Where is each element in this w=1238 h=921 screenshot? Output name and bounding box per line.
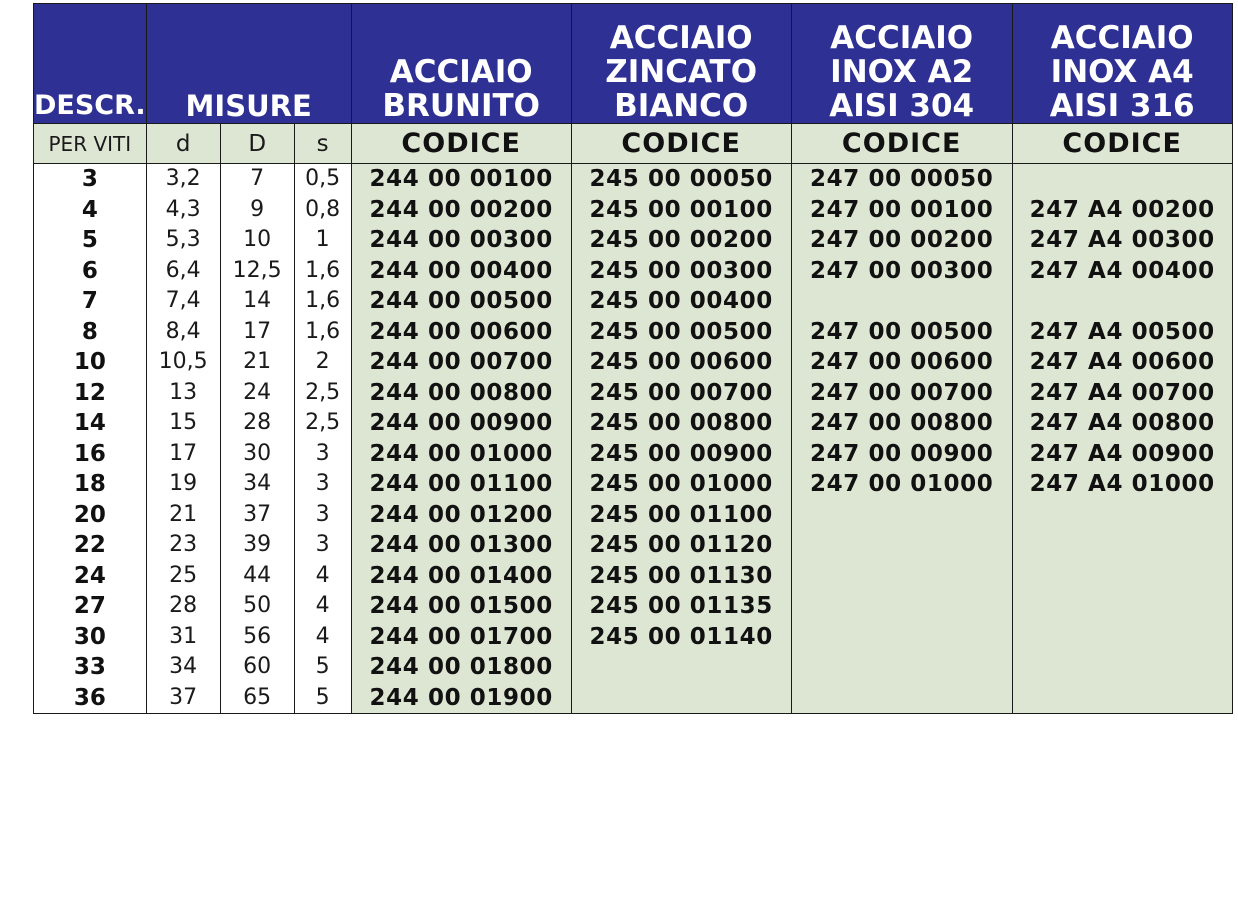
subheader-d: d (146, 124, 220, 164)
viti-cell: 22 (73, 532, 106, 558)
d-cell: 34 (169, 654, 198, 679)
brunito-cell: 244 00 01900 (369, 684, 553, 711)
subheader-codice: CODICE (791, 124, 1012, 164)
column-d (146, 164, 220, 714)
s-cell: 2 (315, 349, 330, 374)
viti-cell: 27 (73, 593, 106, 619)
brunito-cell: 244 00 00900 (369, 410, 553, 436)
D-cell: 44 (243, 562, 272, 588)
inox_a4-cell (1013, 530, 1232, 561)
inox_a2-cell (792, 652, 1012, 683)
subheader-codice: CODICE (571, 124, 791, 164)
inox_a4-cell (1013, 622, 1232, 653)
header-acciaio-brunito (351, 4, 571, 124)
inox_a4-cell: 247 A4 00900 (1029, 440, 1215, 467)
viti-cell: 7 (81, 288, 98, 314)
D-cell: 12,5 (232, 257, 282, 283)
zincato-cell: 245 00 00600 (589, 349, 773, 375)
brunito-cell: 244 00 01000 (369, 440, 553, 467)
header-acciaio-zincato (571, 4, 791, 124)
viti-cell: 4 (81, 196, 98, 223)
header-line: AISI 304 (829, 88, 975, 124)
header-acciaio-inox-a4 (1012, 4, 1232, 124)
s-cell: 4 (315, 593, 330, 618)
zincato-cell: 245 00 00900 (589, 440, 773, 467)
inox_a4-cell: 247 A4 00500 (1029, 318, 1215, 345)
header-line: INOX A4 (1050, 54, 1194, 90)
d-cell: 8,4 (165, 318, 201, 344)
zincato-cell: 245 00 00700 (589, 379, 773, 406)
header-row (34, 4, 1233, 124)
d-cell: 7,4 (165, 288, 201, 313)
inox_a2-cell: 247 00 00200 (810, 227, 994, 253)
inox_a2-cell: 247 00 00700 (810, 379, 994, 406)
s-cell: 4 (315, 562, 330, 588)
zincato-cell: 245 00 01130 (589, 562, 773, 589)
viti-cell: 8 (81, 318, 98, 345)
header-line: ACCIAIO (830, 20, 974, 56)
inox_a4-cell: 247 A4 00400 (1029, 257, 1215, 284)
d-cell: 5,3 (165, 227, 201, 252)
brunito-cell: 244 00 01700 (369, 623, 553, 650)
header-line: BRUNITO (382, 88, 540, 124)
inox_a4-cell (1013, 286, 1232, 317)
header-line: INOX A2 (830, 54, 974, 90)
s-cell: 3 (315, 471, 330, 496)
brunito-cell: 244 00 00500 (369, 288, 553, 314)
inox_a4-cell: 247 A4 01000 (1029, 471, 1215, 497)
inox_a4-cell (1013, 591, 1232, 622)
body-row (34, 164, 1233, 714)
inox_a2-cell: 247 00 00600 (810, 349, 994, 375)
zincato-cell: 245 00 01000 (589, 471, 773, 497)
D-cell: 10 (243, 227, 272, 252)
column-per-viti (34, 164, 147, 714)
d-cell: 3,2 (165, 166, 201, 191)
brunito-cell: 244 00 00600 (369, 318, 553, 345)
d-cell: 31 (169, 623, 198, 649)
viti-cell: 30 (73, 623, 106, 650)
viti-cell: 20 (73, 501, 106, 528)
d-cell: 4,3 (165, 196, 201, 222)
column-inox-a2-codes (791, 164, 1012, 714)
inox_a2-cell (792, 622, 1012, 653)
D-cell: 7 (250, 166, 265, 191)
inox_a2-cell (792, 286, 1012, 317)
D-cell: 37 (243, 501, 272, 527)
inox_a4-cell (1013, 561, 1232, 592)
brunito-cell: 244 00 01200 (369, 501, 553, 528)
d-cell: 25 (169, 562, 198, 588)
d-cell: 17 (169, 440, 198, 466)
s-cell: 5 (315, 654, 330, 679)
D-cell: 34 (243, 471, 272, 496)
d-cell: 23 (169, 532, 198, 557)
s-cell: 1,6 (305, 318, 341, 344)
zincato-cell: 245 00 01100 (589, 501, 773, 528)
s-cell: 1,6 (305, 257, 341, 283)
inox_a2-cell: 247 00 00100 (810, 196, 994, 223)
header-line: ACCIAIO (609, 20, 753, 56)
product-code-table (33, 3, 1233, 714)
s-cell: 5 (315, 684, 330, 710)
inox_a4-cell: 247 A4 00200 (1029, 196, 1215, 223)
zincato-cell: 245 00 01120 (589, 532, 773, 558)
zincato-cell: 245 00 00200 (589, 227, 773, 253)
subheader-D: D (220, 124, 294, 164)
d-cell: 15 (169, 410, 198, 435)
s-cell: 0,5 (305, 166, 341, 191)
header-line: ACCIAIO (389, 54, 533, 90)
inox_a2-cell: 247 00 00800 (810, 410, 994, 436)
header-line: ZINCATO (605, 54, 758, 90)
d-cell: 19 (169, 471, 198, 496)
inox_a4-cell: 247 A4 00800 (1029, 410, 1215, 436)
D-cell: 56 (243, 623, 272, 649)
column-inox-a4-codes (1012, 164, 1232, 714)
zincato-cell: 245 00 00500 (589, 318, 773, 345)
D-cell: 21 (243, 349, 272, 374)
subheader-per-viti: PER VITI (34, 124, 147, 164)
s-cell: 4 (315, 623, 330, 649)
d-cell: 21 (169, 501, 198, 527)
brunito-cell: 244 00 00800 (369, 379, 553, 406)
s-cell: 0,8 (305, 196, 341, 222)
brunito-cell: 244 00 01800 (369, 654, 553, 680)
header-line: BIANCO (614, 88, 749, 124)
d-cell: 28 (169, 593, 198, 618)
inox_a2-cell: 247 00 00050 (810, 166, 994, 192)
D-cell: 14 (243, 288, 272, 313)
zincato-cell (572, 683, 791, 714)
viti-cell: 6 (81, 257, 98, 284)
column-brunito-codes (351, 164, 571, 714)
brunito-cell: 244 00 00200 (369, 196, 553, 223)
inox_a4-cell (1013, 683, 1232, 714)
header-line: ACCIAIO (1050, 20, 1194, 56)
subheader-s: s (294, 124, 351, 164)
viti-cell: 16 (73, 440, 106, 467)
s-cell: 3 (315, 501, 330, 527)
d-cell: 37 (169, 684, 198, 710)
header-misure: MISURE (146, 4, 351, 124)
s-cell: 1 (315, 227, 330, 252)
inox_a4-cell: 247 A4 00700 (1029, 379, 1215, 406)
inox_a2-cell (792, 683, 1012, 714)
viti-cell: 36 (73, 684, 106, 711)
D-cell: 65 (243, 684, 272, 710)
s-cell: 1,6 (305, 288, 341, 313)
D-cell: 17 (243, 318, 272, 344)
D-cell: 30 (243, 440, 272, 466)
brunito-cell: 244 00 01100 (369, 471, 553, 497)
viti-cell: 18 (73, 471, 106, 497)
inox_a2-cell (792, 530, 1012, 561)
zincato-cell: 245 00 00400 (589, 288, 773, 314)
D-cell: 9 (250, 196, 265, 222)
D-cell: 39 (243, 532, 272, 557)
viti-cell: 14 (73, 410, 106, 436)
brunito-cell: 244 00 01500 (369, 593, 553, 619)
inox_a4-cell: 247 A4 00300 (1029, 227, 1215, 253)
d-cell: 10,5 (158, 349, 208, 374)
D-cell: 24 (243, 379, 272, 405)
subheader-codice: CODICE (1012, 124, 1232, 164)
zincato-cell: 245 00 01140 (589, 623, 773, 650)
column-zincato-codes (571, 164, 791, 714)
zincato-cell: 245 00 00100 (589, 196, 773, 223)
column-s (294, 164, 351, 714)
inox_a2-cell: 247 00 01000 (810, 471, 994, 497)
viti-cell: 5 (81, 227, 98, 253)
subheader-codice: CODICE (351, 124, 571, 164)
viti-cell: 3 (81, 166, 98, 192)
zincato-cell: 245 00 00300 (589, 257, 773, 284)
inox_a2-cell: 247 00 00300 (810, 257, 994, 284)
inox_a2-cell (792, 591, 1012, 622)
viti-cell: 33 (73, 654, 106, 680)
viti-cell: 24 (73, 562, 106, 589)
header-descr: DESCR. (34, 4, 147, 124)
column-D (220, 164, 294, 714)
viti-cell: 12 (73, 379, 106, 406)
s-cell: 2,5 (305, 410, 341, 435)
inox_a4-cell (1013, 652, 1232, 683)
s-cell: 3 (315, 532, 330, 557)
D-cell: 50 (243, 593, 272, 618)
D-cell: 60 (243, 654, 272, 679)
brunito-cell: 244 00 00700 (369, 349, 553, 375)
brunito-cell: 244 00 01400 (369, 562, 553, 589)
inox_a2-cell (792, 561, 1012, 592)
s-cell: 2,5 (305, 379, 341, 405)
inox_a2-cell: 247 00 00500 (810, 318, 994, 345)
inox_a4-cell (1013, 164, 1232, 195)
header-acciaio-inox-a2 (791, 4, 1012, 124)
brunito-cell: 244 00 01300 (369, 532, 553, 558)
inox_a4-cell (1013, 500, 1232, 531)
brunito-cell: 244 00 00300 (369, 227, 553, 253)
header-line: AISI 316 (1049, 88, 1195, 124)
d-cell: 13 (169, 379, 198, 405)
brunito-cell: 244 00 00400 (369, 257, 553, 284)
zincato-cell: 245 00 00800 (589, 410, 773, 436)
viti-cell: 10 (73, 349, 106, 375)
D-cell: 28 (243, 410, 272, 435)
zincato-cell: 245 00 01135 (589, 593, 773, 619)
inox_a2-cell: 247 00 00900 (810, 440, 994, 467)
zincato-cell: 245 00 00050 (589, 166, 773, 192)
inox_a4-cell: 247 A4 00600 (1029, 349, 1215, 375)
zincato-cell (572, 652, 791, 683)
inox_a2-cell (792, 500, 1012, 531)
subheader-row (34, 124, 1233, 164)
d-cell: 6,4 (165, 257, 201, 283)
brunito-cell: 244 00 00100 (369, 166, 553, 192)
s-cell: 3 (315, 440, 330, 466)
